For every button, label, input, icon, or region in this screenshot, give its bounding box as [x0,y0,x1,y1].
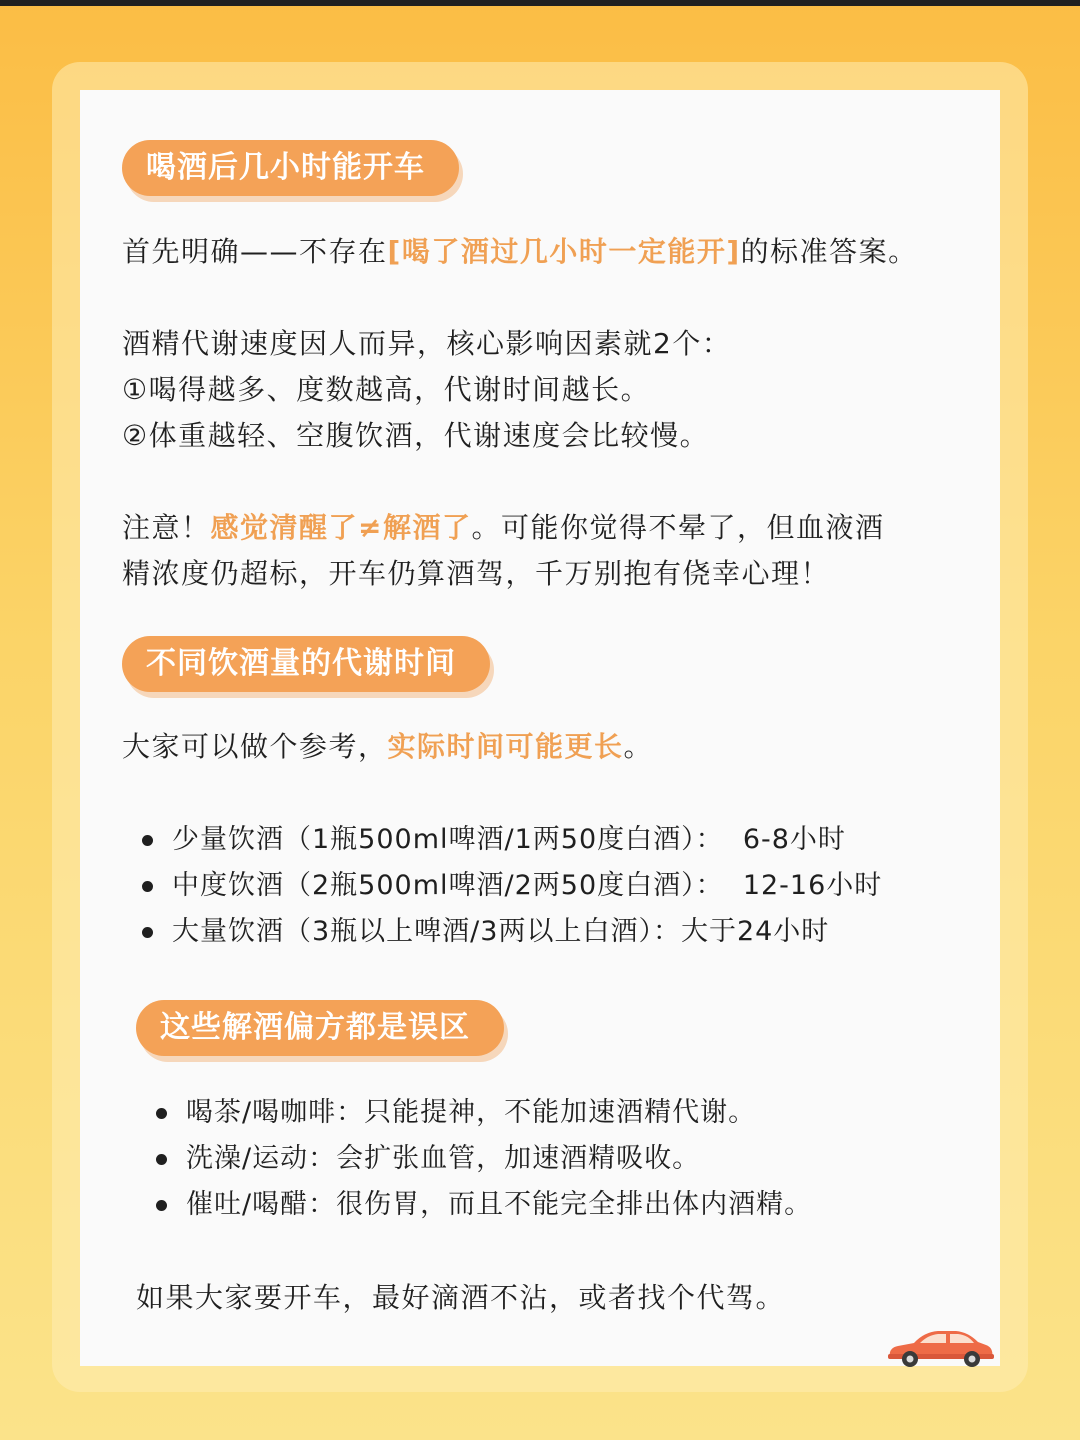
factor-item: ②体重越轻、空腹饮酒，代谢速度会比较慢。 [122,419,710,452]
intro-text: 首先明确——不存在 [122,235,388,268]
section-title-pill [122,140,459,196]
top-edge-bar [0,0,1080,6]
notice-line-2: 精浓度仍超标，开车仍算酒驾，千万别抱有侥幸心理！ [122,557,831,590]
factor-item: ①喝得越多、度数越高，代谢时间越长。 [122,373,651,406]
notice-highlight: 感觉清醒了≠解酒了 [210,511,472,544]
list-item: 少量饮酒（1瓶500ml啤酒/1两50度白酒）： 6-8小时 [172,824,846,855]
bullet-dot [156,1154,167,1165]
list-item: 洗澡/运动：会扩张血管，加速酒精吸收。 [186,1143,701,1174]
section-title-pill [122,636,490,692]
notice-text: 。可能你觉得不晕了，但血液酒 [471,511,885,544]
list-item: 催吐/喝醋：很伤胃，而且不能完全排出体内酒精。 [186,1189,813,1220]
list-item: 中度饮酒（2瓶500ml啤酒/2两50度白酒）： 12-16小时 [172,870,883,901]
content-card [80,90,1000,1366]
bullet-dot [142,881,153,892]
section-title: 喝酒后几小时能开车 [146,150,425,185]
intro-highlight: [喝了酒过几小时一定能开] [387,235,741,268]
reference-paragraph [122,724,653,770]
intro-paragraph [122,229,918,275]
intro-text-end: 的标准答案。 [740,235,918,268]
section-title-pill [136,1000,504,1056]
bullet-dot [156,1108,167,1119]
bullet-dot [142,927,153,938]
section-title: 这些解酒偏方都是误区 [160,1010,470,1045]
factors-lead: 酒精代谢速度因人而异，核心影响因素就2个： [122,327,732,360]
notice-line-1 [122,505,885,551]
reference-highlight: 实际时间可能更长 [387,730,624,763]
list-item: 喝茶/喝咖啡：只能提神，不能加速酒精代谢。 [186,1097,757,1128]
car-icon [884,1322,996,1370]
list-item: 大量饮酒（3瓶以上啤酒/3两以上白酒）：大于24小时 [172,916,830,947]
closing-paragraph: 如果大家要开车，最好滴酒不沾，或者找个代驾。 [136,1281,786,1314]
reference-text-end: 。 [623,730,654,763]
section-title: 不同饮酒量的代谢时间 [146,646,456,681]
bullet-dot [156,1200,167,1211]
reference-text: 大家可以做个参考， [122,730,388,763]
notice-prefix: 注意！ [122,511,211,544]
bullet-dot [142,835,153,846]
